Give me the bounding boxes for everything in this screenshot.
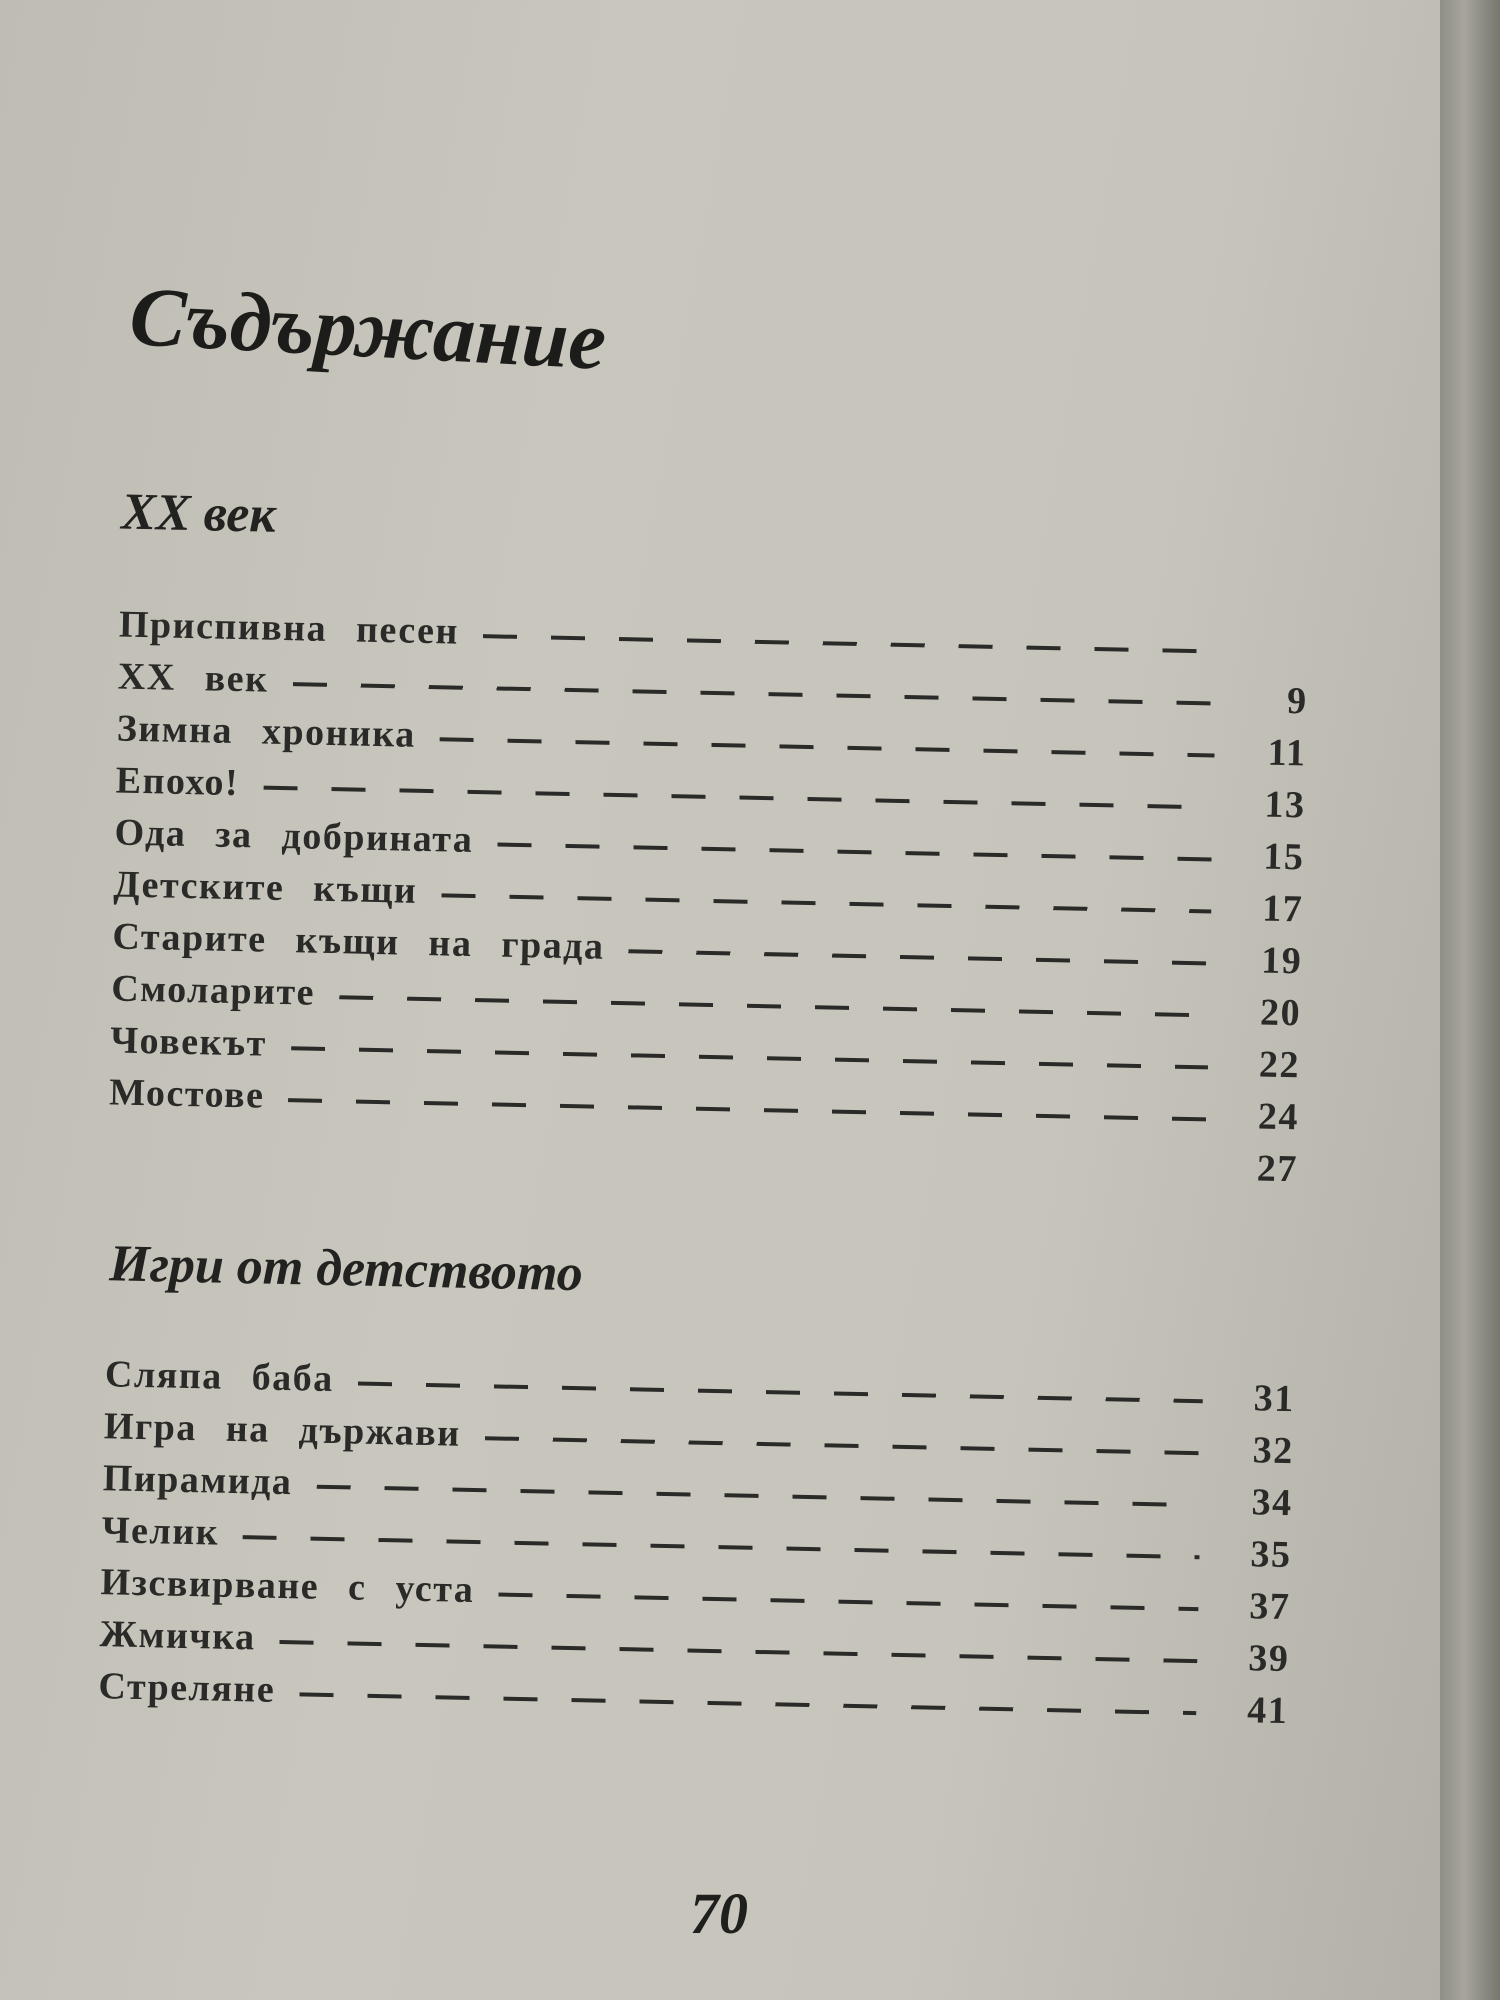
dot-leader xyxy=(243,1535,1199,1559)
entry-title: XX век xyxy=(117,655,269,701)
dot-leader xyxy=(339,995,1209,1017)
dot-leader xyxy=(299,1692,1196,1715)
dot-leader xyxy=(440,737,1215,757)
entry-page-number: 31 xyxy=(1253,1377,1296,1421)
dot-leader xyxy=(263,786,1213,810)
dot-leader xyxy=(292,682,1215,705)
entry-title: Челик xyxy=(101,1509,220,1554)
dot-leader xyxy=(280,1640,1198,1663)
section-heading: XX век xyxy=(120,483,277,544)
toc-list xyxy=(107,603,1309,1200)
entry-page-number: 20 xyxy=(1259,991,1302,1035)
entry-page-number: 39 xyxy=(1247,1637,1290,1681)
entry-page-number: 15 xyxy=(1262,835,1305,879)
entry-page-number: 19 xyxy=(1260,939,1303,983)
page-title: Съдържание xyxy=(127,270,609,388)
entry-title: Старите къщи на града xyxy=(112,915,605,968)
dot-leader xyxy=(441,893,1211,913)
section-igri-ot-detstvoto xyxy=(0,1232,1440,1733)
entry-page-number: 24 xyxy=(1257,1095,1300,1139)
dot-leader xyxy=(358,1382,1203,1404)
entry-title: Стреляне xyxy=(98,1665,276,1711)
entry-title: Зимна хроника xyxy=(116,707,417,756)
entry-title: Пирамида xyxy=(102,1457,293,1504)
toc-list xyxy=(98,1352,1295,1741)
dot-leader xyxy=(483,634,1217,653)
dot-leader xyxy=(498,1593,1198,1612)
entry-page-number: 22 xyxy=(1258,1043,1301,1087)
entry-title: Изсвирване с уста xyxy=(100,1561,475,1612)
entry-title: Епохо! xyxy=(115,759,240,805)
entry-page-number: 41 xyxy=(1246,1689,1289,1733)
dot-leader xyxy=(288,1098,1207,1121)
dot-leader xyxy=(497,842,1212,861)
entry-page-number: 13 xyxy=(1264,783,1306,827)
entry-title: Човекът xyxy=(109,1019,268,1065)
entry-page-number: 35 xyxy=(1250,1533,1292,1577)
entry-title: Сляпа баба xyxy=(104,1353,335,1401)
dot-leader xyxy=(485,1436,1202,1455)
entry-page-number: 17 xyxy=(1261,887,1304,931)
entry-page-number xyxy=(1245,660,1309,661)
entry-page-number: 9 xyxy=(1286,680,1309,723)
section-xx-vek xyxy=(0,480,1440,1191)
entry-title: Смоларите xyxy=(110,967,316,1014)
entry-title: Игра на държави xyxy=(103,1405,462,1455)
dot-leader xyxy=(316,1485,1200,1508)
entry-page-number: 11 xyxy=(1267,731,1308,775)
adjacent-page-edge xyxy=(1440,0,1500,2000)
entry-page-number: 37 xyxy=(1248,1585,1291,1629)
section-heading: Игри от детството xyxy=(108,1235,584,1303)
entry-page-number: 27 xyxy=(1256,1147,1299,1191)
entry-title: Ода за добрината xyxy=(114,811,474,861)
entry-title: Приспивна песен xyxy=(118,603,460,653)
page-number: 70 xyxy=(690,1881,748,1946)
entry-title: Мостове xyxy=(108,1071,265,1117)
entry-page-number: 32 xyxy=(1252,1429,1295,1473)
entry-title: Детските къщи xyxy=(113,863,418,912)
entry-title: Жмичка xyxy=(99,1613,257,1659)
dot-leader xyxy=(291,1046,1208,1069)
entry-page-number: 34 xyxy=(1251,1481,1294,1525)
dot-leader xyxy=(628,949,1210,965)
